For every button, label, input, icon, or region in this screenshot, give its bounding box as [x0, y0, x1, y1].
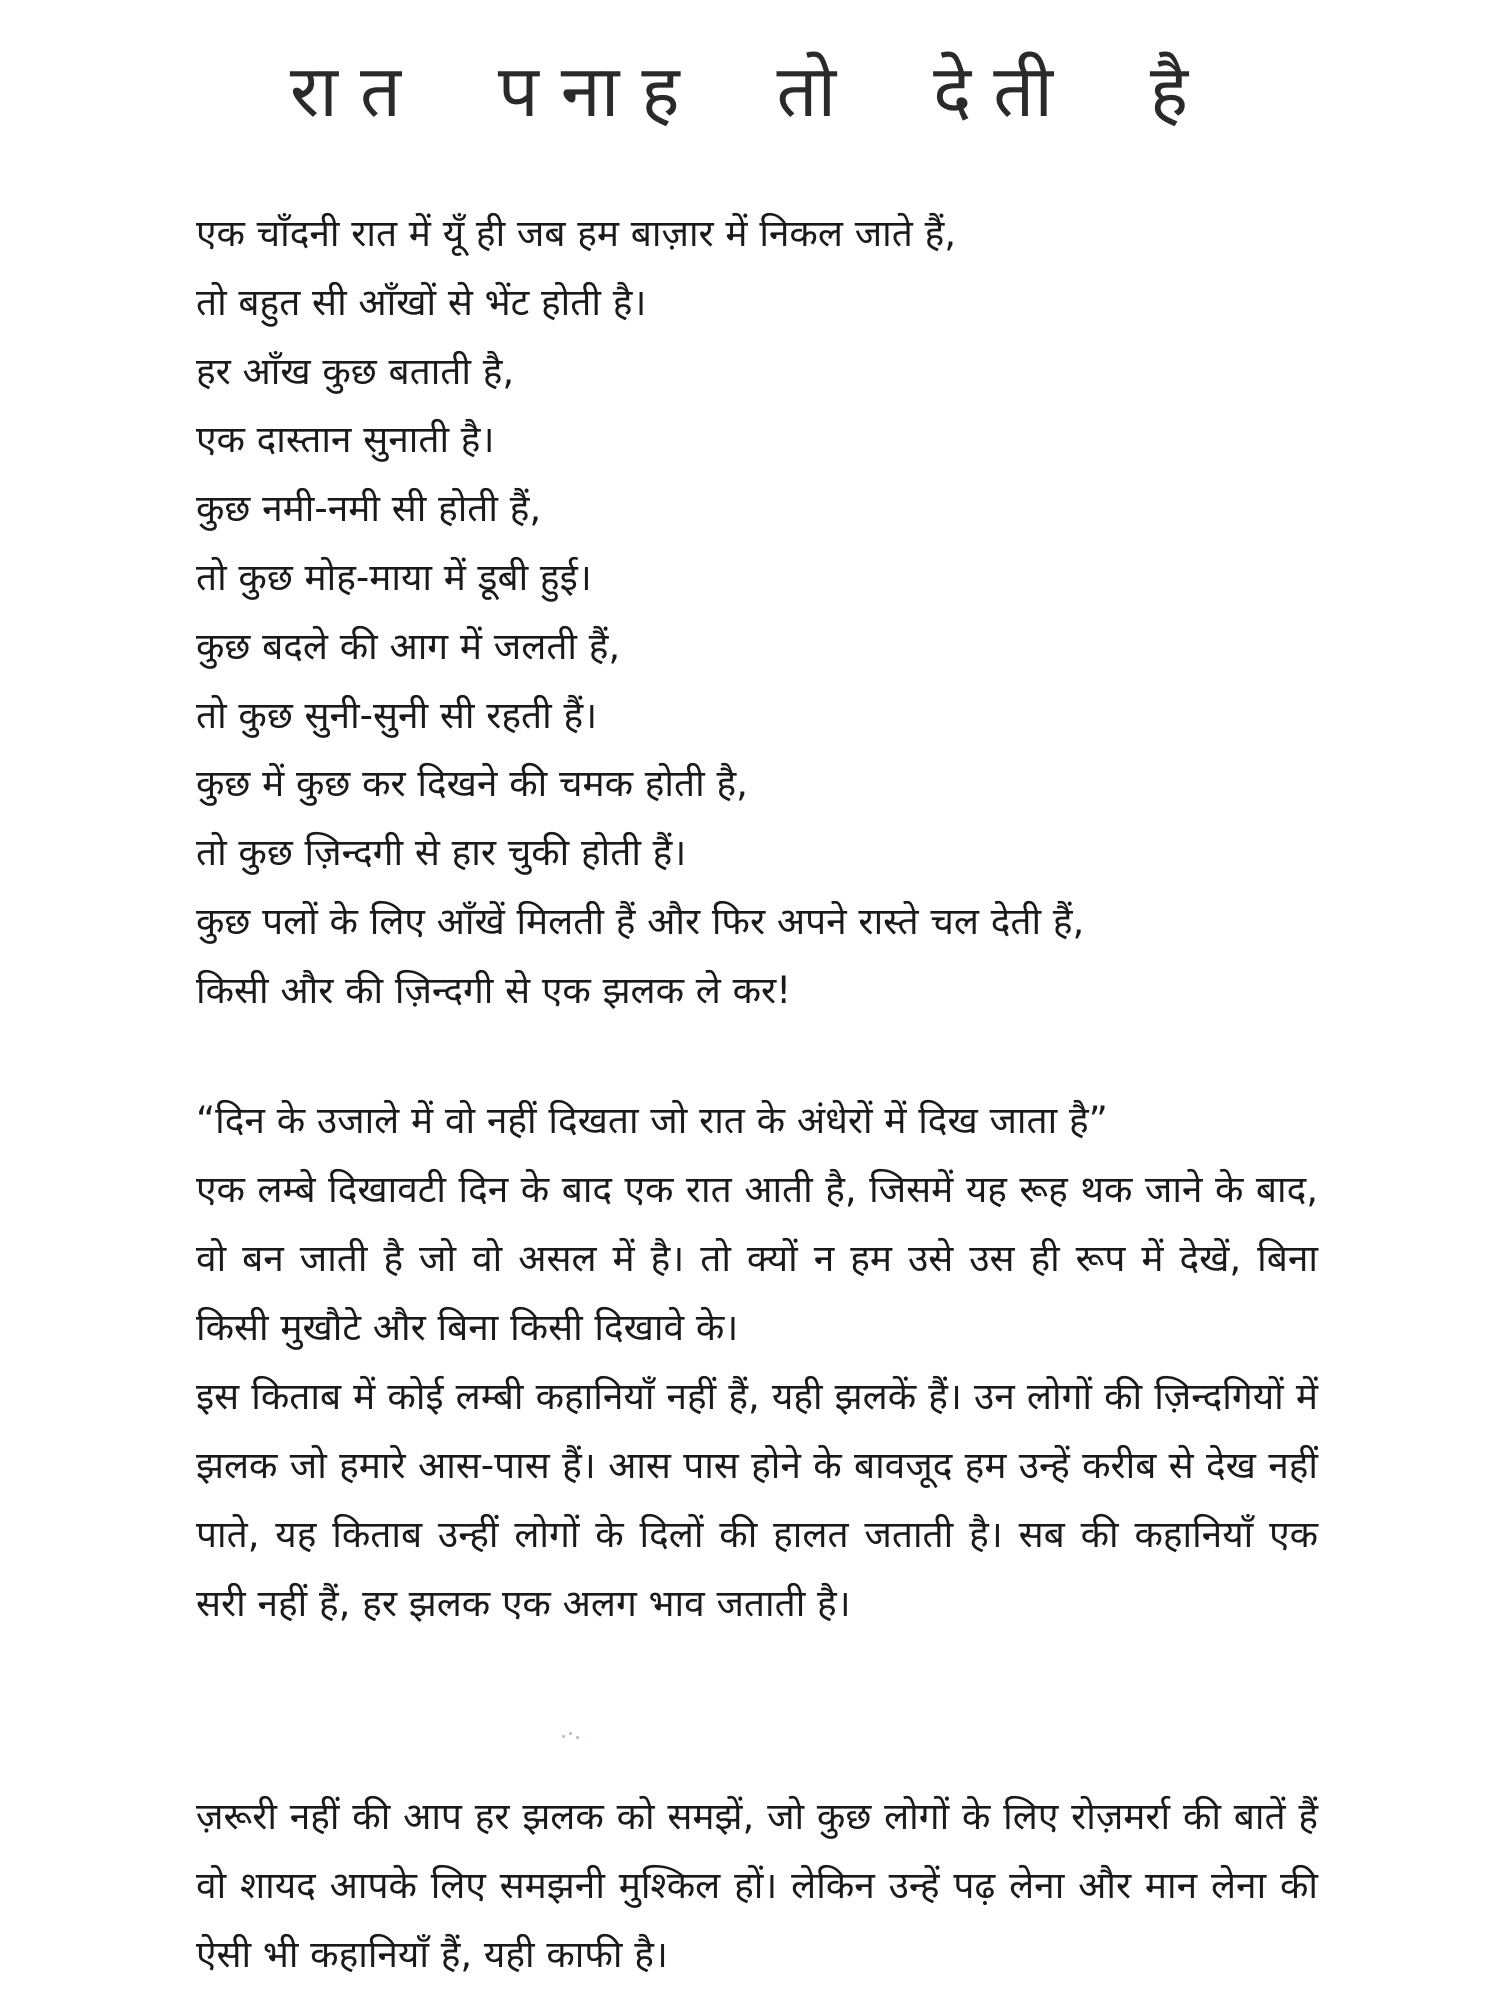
document-title: रात पनाह तो देती है: [289, 49, 1211, 133]
poem-line: कुछ नमी-नमी सी होती हैं,: [196, 487, 542, 531]
paragraph-three: ज़रूरी नहीं की आप हर झलक को समझें, जो कुछ लोगों के लिए रोज़मर्रा की बातें हैं वो शायद आपके लिए समझनी मुश्किल हों। लेकिन उन्हें पढ़ लेना और मान लेना की ऐसी भी कहानियाँ हैं, यही काफी है।: [196, 1795, 1318, 1976]
closing-section: [196, 1782, 1318, 1989]
paragraph-one: एक लम्बे दिखावटी दिन के बाद एक रात आती है, जिसमें यह रूह थक जाने के बाद, वो बन जाती है जो वो असल में है। तो क्यों न हम उसे उस ही रूप में देखें, बिना किसी मुखौटे और बिना किसी दिखावे के।: [196, 1168, 1318, 1349]
intro-section: [196, 1086, 1318, 1638]
poem-line: कुछ पलों के लिए आँखें मिलती हैं और फिर अपने रास्ते चल देती हैं,: [196, 899, 1085, 943]
quote-line: “दिन के उजाले में वो नहीं दिखता जो रात के अंधेरों में दिख जाता है”: [196, 1099, 1108, 1142]
poem-line: तो बहुत सी आँखों से भेंट होती है।: [196, 280, 647, 324]
poem-line: कुछ में कुछ कर दिखने की चमक होती है,: [196, 762, 748, 806]
poem-line: तो कुछ सुनी-सुनी सी रहती हैं।: [196, 693, 598, 737]
poem: [196, 200, 1336, 1026]
ink-speck: [560, 1730, 582, 1740]
poem-line: एक दास्तान सुनाती है।: [196, 418, 495, 462]
poem-line: कुछ बदले की आग में जलती हैं,: [196, 624, 621, 668]
poem-line: एक चाँदनी रात में यूँ ही जब हम बाज़ार में निकल जाते हैं,: [196, 212, 956, 255]
poem-line: किसी और की ज़िन्दगी से एक झलक ले कर!: [196, 968, 792, 1012]
poem-line: हर आँख कुछ बताती है,: [196, 349, 515, 393]
poem-line: तो कुछ ज़िन्दगी से हार चुकी होती हैं।: [196, 831, 687, 875]
paragraph-two: इस किताब में कोई लम्बी कहानियाँ नहीं हैं, यही झलकें हैं। उन लोगों की ज़िन्दगियों में झलक जो हमारे आस-पास हैं। आस पास होने के बावजूद हम उन्हें करीब से देख नहीं पाते, यह किताब उन्हीं लोगों के दिलों की हालत जताती है। सब की कहानियाँ एक सरी नहीं हैं, हर झलक एक अलग भाव जताती है।: [196, 1375, 1318, 1625]
poem-line: तो कुछ मोह-माया में डूबी हुई।: [196, 555, 592, 599]
